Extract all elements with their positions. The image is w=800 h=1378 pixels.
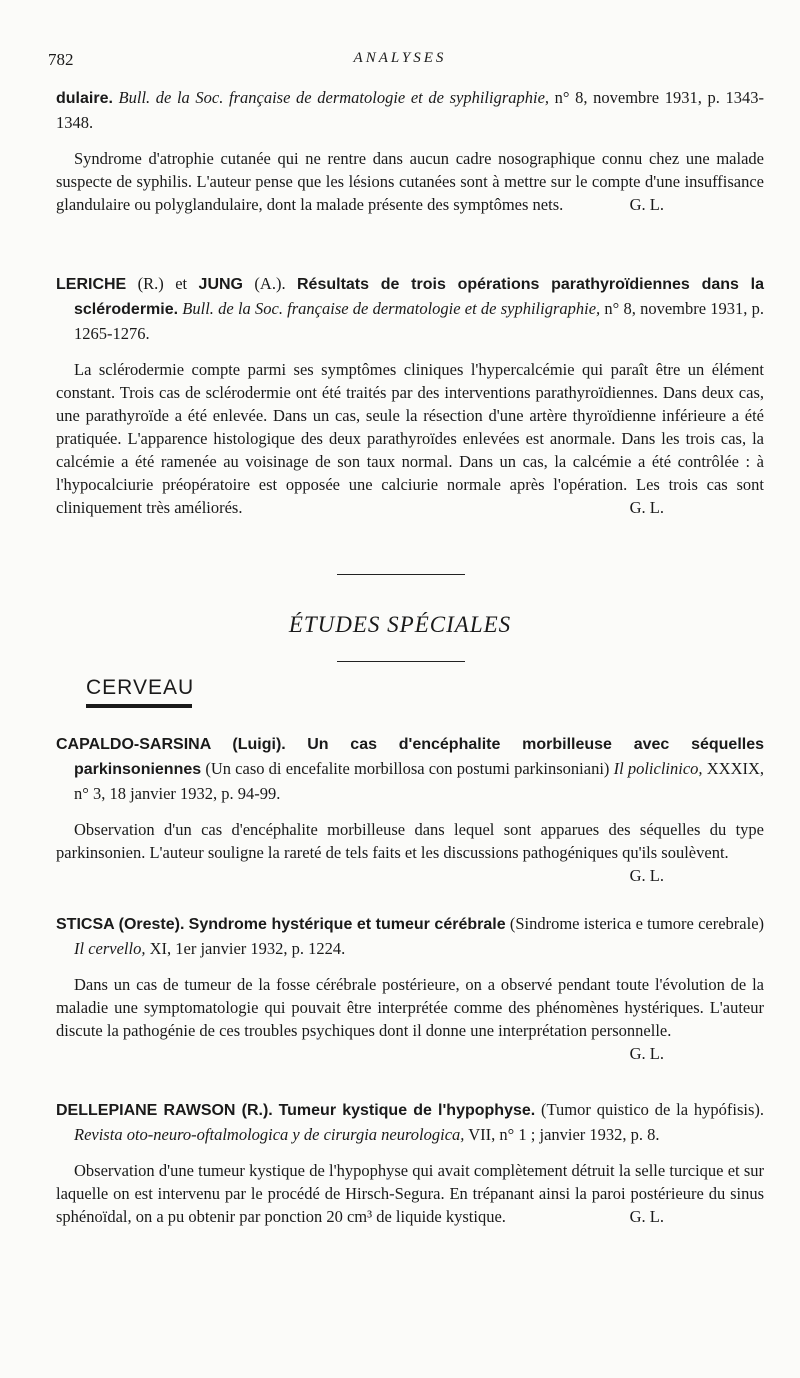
reviewer-signature: G. L. (629, 498, 664, 517)
section-divider (337, 661, 465, 662)
author-name: STICSA (Oreste). (56, 916, 185, 933)
reviewer-signature: G. L. (629, 1044, 664, 1063)
abstract-text (56, 973, 764, 1063)
author-name: DELLEPIANE RAWSON (R.). (56, 1102, 273, 1119)
original-title: (Tumor quistico de la hypófisis). (541, 1100, 765, 1119)
citation-detail: VII, n° 1 ; janvier 1932, p. 8. (468, 1125, 660, 1144)
citation-detail: n° 8, novembre 1931, p. 1265-1276. (74, 299, 765, 343)
abstract-body: La sclérodermie compte parmi ses symptômes cliniques l'hypercalcémie qui paraît être un élément constant. Trois cas de sclérodermie ont été traités par des interventions parathyroïdiennes. Dans deux cas, une parathyroïde a été enlevée. Dans un cas, seule la résection d'une artère thyroïdienne inférieure a été pratiquée. L'apparence histologique des deux parathyroïdes enlevées est anormale. Dans les trois cas, la calcémie a été ramenée au voisinage de son taux normal. Dans un cas, la calcémie a été contrôlée : à l'hypocalciurie préopératoire est opposée une calciurie normale après l'opération. Les trois cas sont cliniquement très améliorés. (56, 360, 764, 517)
journal-name: Bull. de la Soc. française de dermatologie et de syphiligraphie, (182, 299, 601, 318)
section-title: ÉTUDES SPÉCIALES (288, 612, 512, 637)
citation-detail: n° 8, novembre 1931, p. 1343-1348. (56, 88, 764, 132)
entry-reference (56, 1098, 764, 1147)
journal-name: Il cervello, (74, 939, 146, 958)
article-title: Résultats de trois opérations parathyroïdiennes dans la sclérodermie. (74, 276, 764, 318)
title-continuation: dulaire. (56, 90, 113, 107)
original-title: (Un caso di encefalite morbillosa con postumi parkinsoniani) (205, 759, 610, 778)
page-number: 782 (48, 50, 74, 69)
abstract-text (56, 147, 764, 216)
abstract-entry (56, 272, 764, 519)
entry-reference (56, 732, 764, 806)
abstract-body: Observation d'une tumeur kystique de l'hypophyse qui avait complètement détruit la selle turcique et sur laquelle on est intervenu par le procédé de Hirsch-Segura. En trépanant ainsi la paroi postérieure du sinus sphénoïdal, on a pu obtenir par ponction 20 cm³ de liquide kystique. (56, 1161, 764, 1226)
journal-name: Revista oto-neuro-oftalmologica y de cirurgia neurologica, (74, 1125, 465, 1144)
abstract-text (56, 818, 764, 885)
author-name: LERICHE (56, 276, 127, 293)
citation-detail: XXXIX, n° 3, 18 janvier 1932, p. 94-99. (74, 759, 765, 803)
abstract-body: Observation d'un cas d'encéphalite morbilleuse dans lequel sont apparues des séquelles du type parkinsonien. L'auteur souligne la rareté de tels faits et les discussions pathogéniques qu'ils soulèvent. (56, 820, 764, 862)
abstract-text (56, 358, 764, 519)
abstract-entry-continued (56, 86, 764, 216)
running-title: ANALYSES (353, 50, 447, 66)
article-title: Tumeur kystique de l'hypophyse. (278, 1102, 536, 1119)
author-initial: (R.) (137, 274, 164, 293)
journal-name: Bull. de la Soc. française de dermatologie et de syphiligraphie, (118, 88, 550, 107)
subsection-underline (86, 704, 192, 708)
section-divider (337, 574, 465, 575)
author-name: CAPALDO-SARSINA (Luigi). (56, 736, 286, 753)
reviewer-signature: G. L. (629, 866, 664, 885)
author-conjunction: et (175, 274, 188, 293)
abstract-body: Syndrome d'atrophie cutanée qui ne rentre dans aucun cadre nosographique connu chez une malade suspecte de syphilis. L'auteur pense que les lésions cutanées sont à mettre sur le compte d'une insuffisance glandulaire ou polyglandulaire, dont la malade présente des symptômes nets. (56, 149, 764, 214)
running-head (48, 50, 752, 74)
abstract-entry (56, 732, 764, 887)
original-title: (Sindrome isterica e tumore cerebrale) (509, 914, 765, 933)
reviewer-signature: G. L. (629, 195, 664, 214)
author-initial: (A.). (254, 274, 286, 293)
subsection-title: CERVEAU (86, 676, 195, 699)
article-title: Un cas d'encéphalite morbilleuse avec séquelles parkinsoniennes (74, 736, 765, 778)
abstract-body: Dans un cas de tumeur de la fosse cérébrale postérieure, on a observé pendant toute l'évolution de la maladie une symptomatologie qui pouvait être interprétée comme des phénomènes hystériques. L'auteur discute la pathogénie de ces troubles psychiques dont il donne une interprétation personnelle. (56, 975, 764, 1040)
author-name: JUNG (198, 276, 243, 293)
abstract-text (56, 1159, 764, 1228)
entry-reference (56, 86, 764, 135)
abstract-entry (56, 912, 764, 1065)
entry-reference (56, 912, 764, 961)
entry-reference (56, 272, 764, 346)
journal-name: Il policlinico, (613, 759, 703, 778)
abstract-entry (56, 1098, 764, 1228)
citation-detail: XI, 1er janvier 1932, p. 1224. (149, 939, 346, 958)
reviewer-signature: G. L. (629, 1207, 664, 1226)
article-title: Syndrome hystérique et tumeur cérébrale (188, 916, 506, 933)
